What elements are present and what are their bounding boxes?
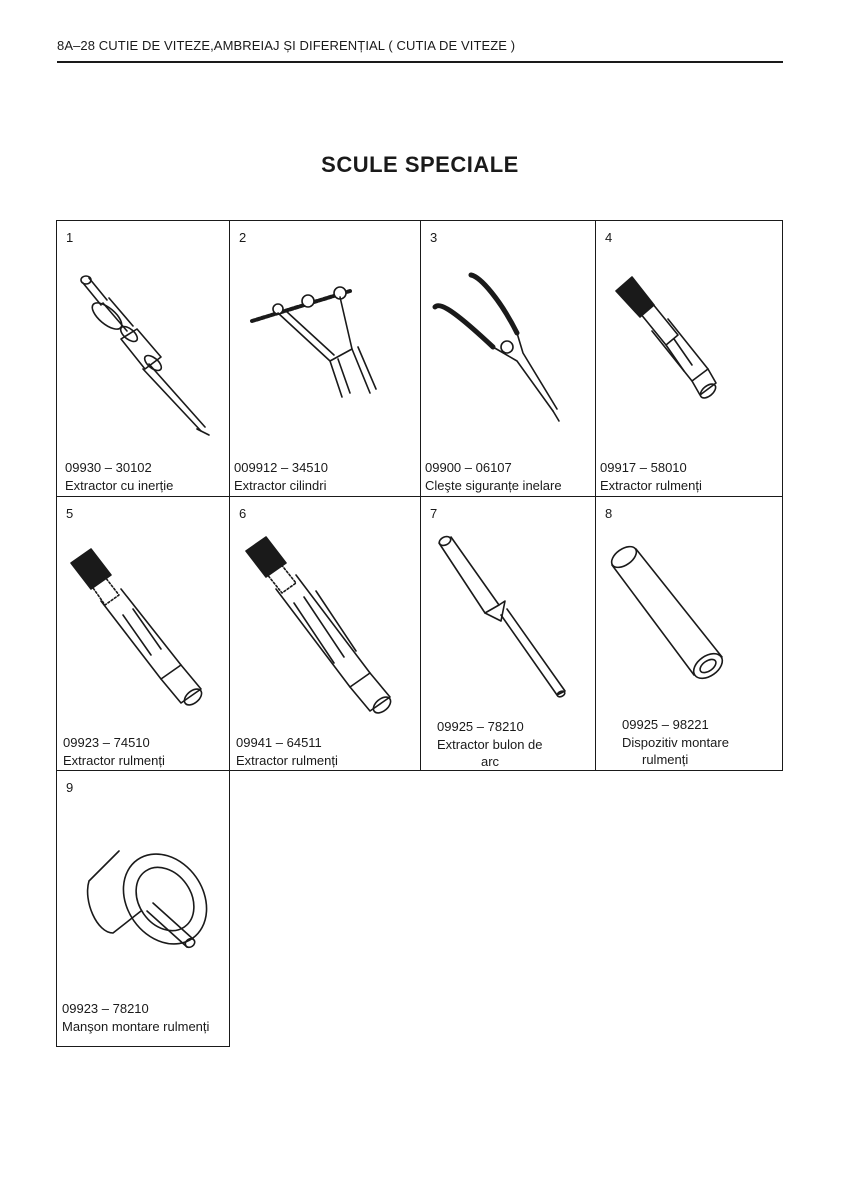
bearing-puller-icon [57, 497, 231, 772]
tool-number: 5 [66, 506, 74, 521]
tool-number: 9 [66, 780, 74, 795]
cylinder-puller-icon [230, 221, 422, 498]
tool-code: 09930 – 30102 [65, 460, 152, 475]
tool-cell-4 [595, 220, 783, 497]
tool-number: 3 [430, 230, 438, 245]
tool-cell-7 [420, 496, 596, 771]
tool-name-line-1: Extractor bulon de [437, 737, 543, 752]
snap-ring-pliers-icon [421, 221, 597, 498]
tool-code: 09923 – 74510 [63, 735, 150, 750]
tool-name: Extractor rulmenți [236, 753, 338, 768]
tool-number: 6 [239, 506, 247, 521]
bearing-puller-icon [230, 497, 422, 772]
tool-number: 7 [430, 506, 438, 521]
tool-code: 09900 – 06107 [425, 460, 512, 475]
header-rule [57, 61, 783, 63]
tool-name: Extractor cu inerție [65, 478, 174, 493]
tool-number: 4 [605, 230, 613, 245]
tool-code: 009912 – 34510 [234, 460, 328, 475]
tool-code: 09941 – 64511 [236, 735, 322, 750]
tool-code: 09923 – 78210 [62, 1001, 149, 1016]
tool-name: Extractor rulmenți [63, 753, 165, 768]
tool-number: 8 [605, 506, 613, 521]
tool-code: 09925 – 98221 [622, 717, 709, 732]
tool-name: Manşon montare rulmenți [62, 1019, 210, 1034]
tool-number: 1 [66, 230, 74, 245]
tool-cell-3 [420, 220, 596, 497]
tool-name-line-1: Dispozitiv montare [622, 735, 729, 750]
tool-cell-2 [229, 220, 421, 497]
tool-name: Extractor rulmenți [600, 478, 702, 493]
tool-cell-9 [56, 770, 230, 1047]
tool-cell-8 [595, 496, 783, 771]
tool-name: Cleşte siguranțe inelare [425, 478, 562, 493]
page-header: 8A–28 CUTIE DE VITEZE,AMBREIAJ ȘI DIFERENȚIAL ( CUTIA DE VITEZE ) [57, 38, 516, 53]
tool-name-line-2: arc [481, 754, 500, 769]
tool-cell-1 [56, 220, 230, 497]
page-title: SCULE SPECIALE [321, 152, 519, 177]
tool-number: 2 [239, 230, 247, 245]
tool-code: 09925 – 78210 [437, 719, 524, 734]
tool-code: 09917 – 58010 [600, 460, 687, 475]
tool-cell-5 [56, 496, 230, 771]
tool-name: Extractor cilindri [234, 478, 327, 493]
slide-hammer-icon [57, 221, 231, 498]
tool-name-line-2: rulmenți [642, 752, 689, 767]
tool-cell-6 [229, 496, 421, 771]
bearing-puller-icon [596, 221, 784, 498]
